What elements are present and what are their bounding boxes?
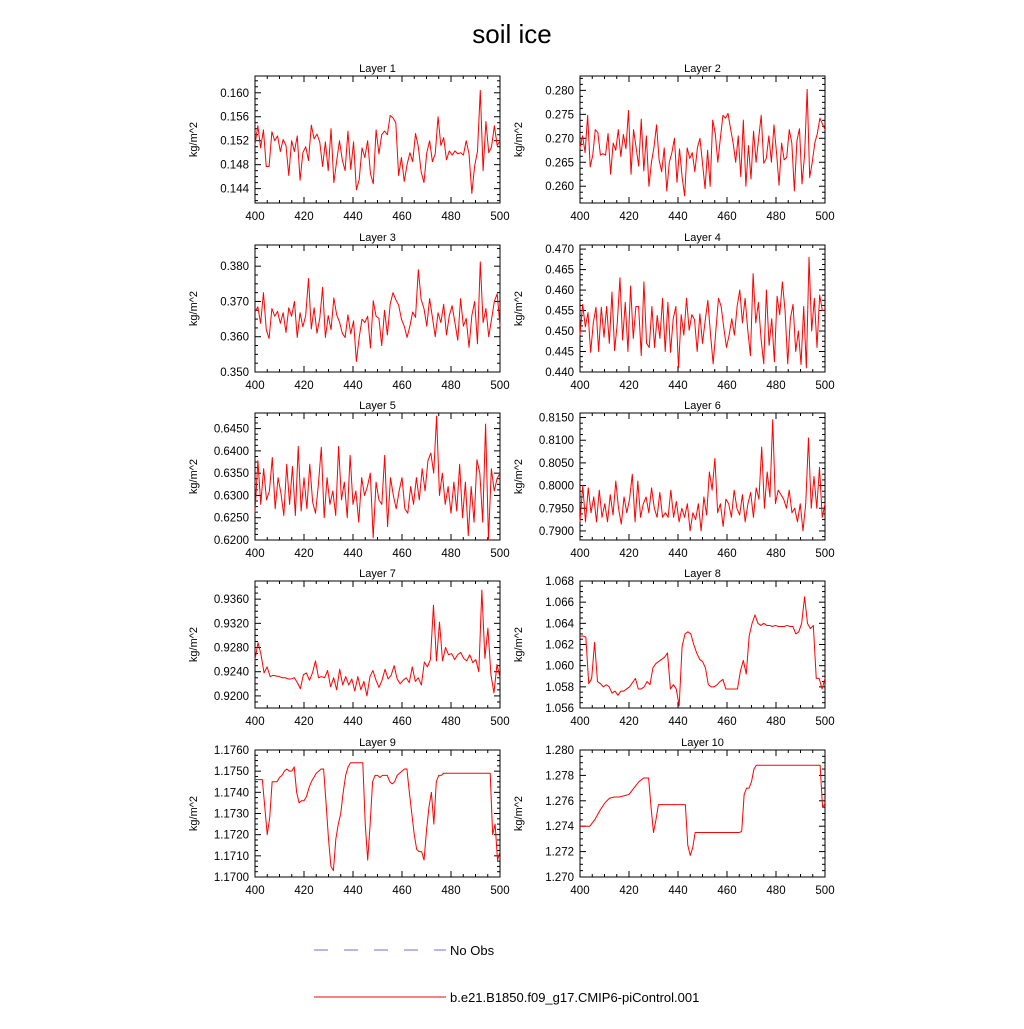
panel-layer-7-ytick-label-2: 0.9280 bbox=[213, 642, 249, 655]
panel-layer-7-ylabel: kg/m^2 bbox=[188, 626, 200, 663]
panel-layer-7 bbox=[188, 568, 510, 728]
panel-layer-10-xtick-label-480: 480 bbox=[766, 885, 786, 897]
panel-layer-3-ylabel: kg/m^2 bbox=[188, 290, 200, 327]
panel-layer-2-ytick-label-1: 0.265 bbox=[545, 157, 574, 170]
panel-layer-5 bbox=[188, 400, 510, 560]
panel-layer-4-ytick-label-1: 0.445 bbox=[545, 346, 574, 359]
panel-layer-3-ytick-label-0: 0.350 bbox=[220, 367, 249, 379]
panel-layer-1-xtick-label-480: 480 bbox=[441, 211, 461, 223]
panel-layer-3-xtick-label-460: 460 bbox=[392, 380, 412, 392]
panel-layer-5-series-line-0 bbox=[255, 416, 500, 540]
panel-layer-8-ylabel: kg/m^2 bbox=[513, 626, 525, 663]
panel-layer-9-xtick-label-500: 500 bbox=[490, 885, 510, 897]
panel-layer-2-xtick-label-400: 400 bbox=[570, 211, 590, 223]
panel-layer-8-series-line-0 bbox=[580, 597, 825, 706]
panel-layer-6-ytick-label-1: 0.7950 bbox=[538, 503, 574, 516]
panel-layer-4-xtick-label-400: 400 bbox=[570, 380, 590, 392]
panel-layer-9-xtick-label-420: 420 bbox=[294, 885, 314, 897]
panel-layer-6-xtick-label-480: 480 bbox=[766, 548, 786, 560]
panel-layer-4-xtick-label-460: 460 bbox=[717, 380, 737, 392]
panel-layer-10-xtick-label-420: 420 bbox=[619, 885, 639, 897]
panel-layer-6-xtick-label-440: 440 bbox=[668, 548, 688, 560]
panel-layer-4-xtick-label-500: 500 bbox=[815, 380, 835, 392]
panel-layer-8-ytick-label-4: 1.064 bbox=[545, 618, 574, 631]
panel-layer-1-ylabel: kg/m^2 bbox=[188, 121, 200, 158]
panel-layer-6-ytick-label-3: 0.8050 bbox=[538, 457, 574, 470]
panel-layer-8-xtick-label-440: 440 bbox=[668, 716, 688, 728]
panel-layer-3-xtick-label-400: 400 bbox=[245, 380, 265, 392]
panel-layer-8-xtick-label-400: 400 bbox=[570, 716, 590, 728]
panel-layer-3-ytick-label-2: 0.370 bbox=[220, 296, 249, 309]
panel-layer-8-ytick-label-6: 1.068 bbox=[545, 576, 574, 588]
panel-layer-1-ytick-label-1: 0.148 bbox=[220, 159, 249, 172]
panel-layer-9-xtick-label-440: 440 bbox=[343, 885, 363, 897]
panels-group bbox=[188, 63, 835, 897]
panel-layer-8-xtick-label-420: 420 bbox=[619, 716, 639, 728]
panel-layer-1-title: Layer 1 bbox=[359, 63, 396, 75]
panel-layer-6-series-line-0 bbox=[580, 420, 825, 531]
panel-layer-5-ytick-label-3: 0.6350 bbox=[213, 468, 249, 481]
panel-layer-10-ytick-label-2: 1.274 bbox=[545, 821, 574, 834]
panel-layer-3-ytick-label-1: 0.360 bbox=[220, 331, 249, 344]
panel-layer-10-ytick-label-0: 1.270 bbox=[545, 872, 574, 884]
panel-layer-7-xtick-label-480: 480 bbox=[441, 716, 461, 728]
panel-layer-3-series-line-0 bbox=[255, 262, 500, 361]
panel-layer-9-frame bbox=[255, 750, 500, 877]
panel-layer-7-ytick-label-3: 0.9320 bbox=[213, 618, 249, 631]
panel-layer-6-xtick-label-400: 400 bbox=[570, 548, 590, 560]
panel-layer-5-xtick-label-460: 460 bbox=[392, 548, 412, 560]
panel-layer-5-ylabel: kg/m^2 bbox=[188, 458, 200, 495]
panel-layer-4-series-line-0 bbox=[580, 257, 825, 368]
panel-layer-6-ytick-label-4: 0.8100 bbox=[538, 435, 574, 448]
panel-layer-8-frame bbox=[580, 581, 825, 708]
panel-layer-8-ytick-label-5: 1.066 bbox=[545, 597, 574, 610]
panel-layer-1-xtick-label-420: 420 bbox=[294, 211, 314, 223]
panel-layer-8-xtick-label-460: 460 bbox=[717, 716, 737, 728]
panel-layer-3-xtick-label-420: 420 bbox=[294, 380, 314, 392]
panel-layer-6 bbox=[513, 400, 835, 560]
panel-layer-4-ytick-label-5: 0.465 bbox=[545, 264, 574, 277]
panel-layer-3-title: Layer 3 bbox=[359, 232, 396, 244]
panel-layer-10-ytick-label-1: 1.272 bbox=[545, 846, 574, 859]
legend-label-model: b.e21.B1850.f09_g17.CMIP6-piControl.001 bbox=[450, 990, 700, 1005]
panel-layer-7-frame bbox=[255, 581, 500, 708]
panel-layer-5-ytick-label-2: 0.6300 bbox=[213, 490, 249, 503]
panel-layer-3-xtick-label-440: 440 bbox=[343, 380, 363, 392]
panel-layer-2-ylabel: kg/m^2 bbox=[513, 121, 525, 158]
panel-layer-8-ytick-label-3: 1.062 bbox=[545, 639, 574, 652]
panel-layer-1 bbox=[188, 63, 510, 223]
panel-layer-9-series-line-0 bbox=[255, 763, 500, 871]
panel-layer-8-ytick-label-1: 1.058 bbox=[545, 681, 574, 694]
panel-layer-4-ytick-label-4: 0.460 bbox=[545, 285, 574, 298]
panel-layer-1-ytick-label-4: 0.160 bbox=[220, 87, 249, 100]
panel-layer-6-frame bbox=[580, 413, 825, 540]
panel-layer-4-ylabel: kg/m^2 bbox=[513, 290, 525, 327]
panel-layer-5-xtick-label-400: 400 bbox=[245, 548, 265, 560]
panel-layer-10-frame bbox=[580, 750, 825, 877]
panel-layer-2-xtick-label-500: 500 bbox=[815, 211, 835, 223]
panel-layer-6-ytick-label-5: 0.8150 bbox=[538, 412, 574, 425]
panel-layer-6-title: Layer 6 bbox=[684, 400, 721, 412]
panel-layer-4-title: Layer 4 bbox=[684, 232, 721, 244]
legend bbox=[314, 943, 699, 1005]
panel-layer-4-xtick-label-480: 480 bbox=[766, 380, 786, 392]
panel-layer-8-xtick-label-480: 480 bbox=[766, 716, 786, 728]
panel-layer-2-ytick-label-2: 0.270 bbox=[545, 133, 574, 146]
panel-layer-3-ytick-label-3: 0.380 bbox=[220, 261, 249, 274]
panel-layer-9-ytick-label-3: 1.1730 bbox=[213, 808, 249, 821]
panel-layer-5-ytick-label-4: 0.6400 bbox=[213, 445, 249, 458]
panel-layer-4 bbox=[513, 232, 835, 392]
panel-layer-10-ylabel: kg/m^2 bbox=[513, 795, 525, 832]
panel-layer-7-xtick-label-440: 440 bbox=[343, 716, 363, 728]
panel-layer-8-ytick-label-0: 1.056 bbox=[545, 703, 574, 715]
panel-layer-4-xtick-label-420: 420 bbox=[619, 380, 639, 392]
panel-layer-6-ytick-label-2: 0.8000 bbox=[538, 480, 574, 493]
panel-layer-10-xtick-label-460: 460 bbox=[717, 885, 737, 897]
panel-layer-2-ytick-label-3: 0.275 bbox=[545, 109, 574, 122]
panel-layer-1-xtick-label-400: 400 bbox=[245, 211, 265, 223]
panel-layer-5-xtick-label-500: 500 bbox=[490, 548, 510, 560]
panel-layer-6-xtick-label-420: 420 bbox=[619, 548, 639, 560]
panel-layer-4-ytick-label-0: 0.440 bbox=[545, 367, 574, 379]
panel-layer-10-series-line-0 bbox=[580, 765, 825, 855]
panel-layer-10 bbox=[513, 737, 835, 897]
panel-layer-6-xtick-label-460: 460 bbox=[717, 548, 737, 560]
panel-layer-9-xtick-label-460: 460 bbox=[392, 885, 412, 897]
panel-layer-9-ytick-label-2: 1.1720 bbox=[213, 829, 249, 842]
panel-layer-3 bbox=[188, 232, 510, 392]
panel-layer-5-xtick-label-420: 420 bbox=[294, 548, 314, 560]
panel-layer-5-ytick-label-0: 0.6200 bbox=[213, 535, 249, 547]
panel-layer-9-ytick-label-1: 1.1710 bbox=[213, 850, 249, 863]
panel-layer-10-xtick-label-500: 500 bbox=[815, 885, 835, 897]
figure-title: soil ice bbox=[472, 19, 552, 49]
panel-layer-5-xtick-label-480: 480 bbox=[441, 548, 461, 560]
panel-layer-7-series-line-0 bbox=[255, 590, 500, 696]
panel-layer-1-xtick-label-440: 440 bbox=[343, 211, 363, 223]
panel-layer-2-xtick-label-480: 480 bbox=[766, 211, 786, 223]
panel-layer-3-xtick-label-500: 500 bbox=[490, 380, 510, 392]
panel-layer-1-ytick-label-2: 0.152 bbox=[220, 135, 249, 148]
panel-layer-5-ytick-label-1: 0.6250 bbox=[213, 512, 249, 525]
panel-layer-6-ytick-label-0: 0.7900 bbox=[538, 525, 574, 538]
legend-label-no-obs: No Obs bbox=[450, 943, 495, 958]
panel-layer-9-ytick-label-4: 1.1740 bbox=[213, 787, 249, 800]
panel-layer-9-title: Layer 9 bbox=[359, 737, 396, 749]
panel-layer-7-title: Layer 7 bbox=[359, 568, 396, 580]
panel-layer-7-ytick-label-1: 0.9240 bbox=[213, 666, 249, 679]
panel-layer-7-xtick-label-500: 500 bbox=[490, 716, 510, 728]
panel-layer-8-ytick-label-2: 1.060 bbox=[545, 660, 574, 673]
panel-layer-10-xtick-label-440: 440 bbox=[668, 885, 688, 897]
panel-layer-5-title: Layer 5 bbox=[359, 400, 396, 412]
panel-layer-2-xtick-label-460: 460 bbox=[717, 211, 737, 223]
panel-layer-6-xtick-label-500: 500 bbox=[815, 548, 835, 560]
panel-layer-8-title: Layer 8 bbox=[684, 568, 721, 580]
panel-layer-1-ytick-label-3: 0.156 bbox=[220, 111, 249, 124]
panel-layer-7-ytick-label-0: 0.9200 bbox=[213, 690, 249, 703]
panel-layer-5-xtick-label-440: 440 bbox=[343, 548, 363, 560]
panel-layer-2-xtick-label-440: 440 bbox=[668, 211, 688, 223]
panel-layer-5-ytick-label-5: 0.6450 bbox=[213, 423, 249, 436]
panel-layer-9-ytick-label-6: 1.1760 bbox=[213, 745, 249, 757]
panel-layer-4-ytick-label-2: 0.450 bbox=[545, 326, 574, 339]
panel-layer-1-xtick-label-460: 460 bbox=[392, 211, 412, 223]
panel-layer-7-ytick-label-4: 0.9360 bbox=[213, 594, 249, 607]
panel-layer-9-ylabel: kg/m^2 bbox=[188, 795, 200, 832]
panel-layer-9-ytick-label-0: 1.1700 bbox=[213, 872, 249, 884]
panel-layer-7-xtick-label-420: 420 bbox=[294, 716, 314, 728]
panel-layer-3-frame bbox=[255, 245, 500, 372]
panel-layer-4-ytick-label-6: 0.470 bbox=[545, 244, 574, 257]
panel-layer-2 bbox=[513, 63, 835, 223]
panel-layer-10-ytick-label-3: 1.276 bbox=[545, 795, 574, 808]
panel-layer-9 bbox=[188, 737, 510, 897]
panel-layer-10-title: Layer 10 bbox=[681, 737, 724, 749]
panel-layer-9-xtick-label-480: 480 bbox=[441, 885, 461, 897]
panel-layer-10-ytick-label-4: 1.278 bbox=[545, 770, 574, 783]
panel-layer-4-xtick-label-440: 440 bbox=[668, 380, 688, 392]
panel-layer-10-ytick-label-5: 1.280 bbox=[545, 745, 574, 757]
panel-layer-9-ytick-label-5: 1.1750 bbox=[213, 766, 249, 779]
panel-layer-6-ylabel: kg/m^2 bbox=[513, 458, 525, 495]
panel-layer-4-ytick-label-3: 0.455 bbox=[545, 305, 574, 318]
panel-layer-1-xtick-label-500: 500 bbox=[490, 211, 510, 223]
panel-layer-2-xtick-label-420: 420 bbox=[619, 211, 639, 223]
panel-layer-2-title: Layer 2 bbox=[684, 63, 721, 75]
panel-layer-7-xtick-label-400: 400 bbox=[245, 716, 265, 728]
panel-layer-8-xtick-label-500: 500 bbox=[815, 716, 835, 728]
panel-layer-10-xtick-label-400: 400 bbox=[570, 885, 590, 897]
panel-layer-2-series-line-0 bbox=[580, 89, 825, 195]
panel-layer-2-ytick-label-0: 0.260 bbox=[545, 181, 574, 194]
panel-layer-1-ytick-label-0: 0.144 bbox=[220, 183, 249, 196]
panel-layer-8 bbox=[513, 568, 835, 728]
panel-layer-7-xtick-label-460: 460 bbox=[392, 716, 412, 728]
panel-layer-9-xtick-label-400: 400 bbox=[245, 885, 265, 897]
panel-layer-3-xtick-label-480: 480 bbox=[441, 380, 461, 392]
panel-layer-1-series-line-0 bbox=[255, 90, 500, 193]
panel-layer-2-ytick-label-4: 0.280 bbox=[545, 85, 574, 98]
